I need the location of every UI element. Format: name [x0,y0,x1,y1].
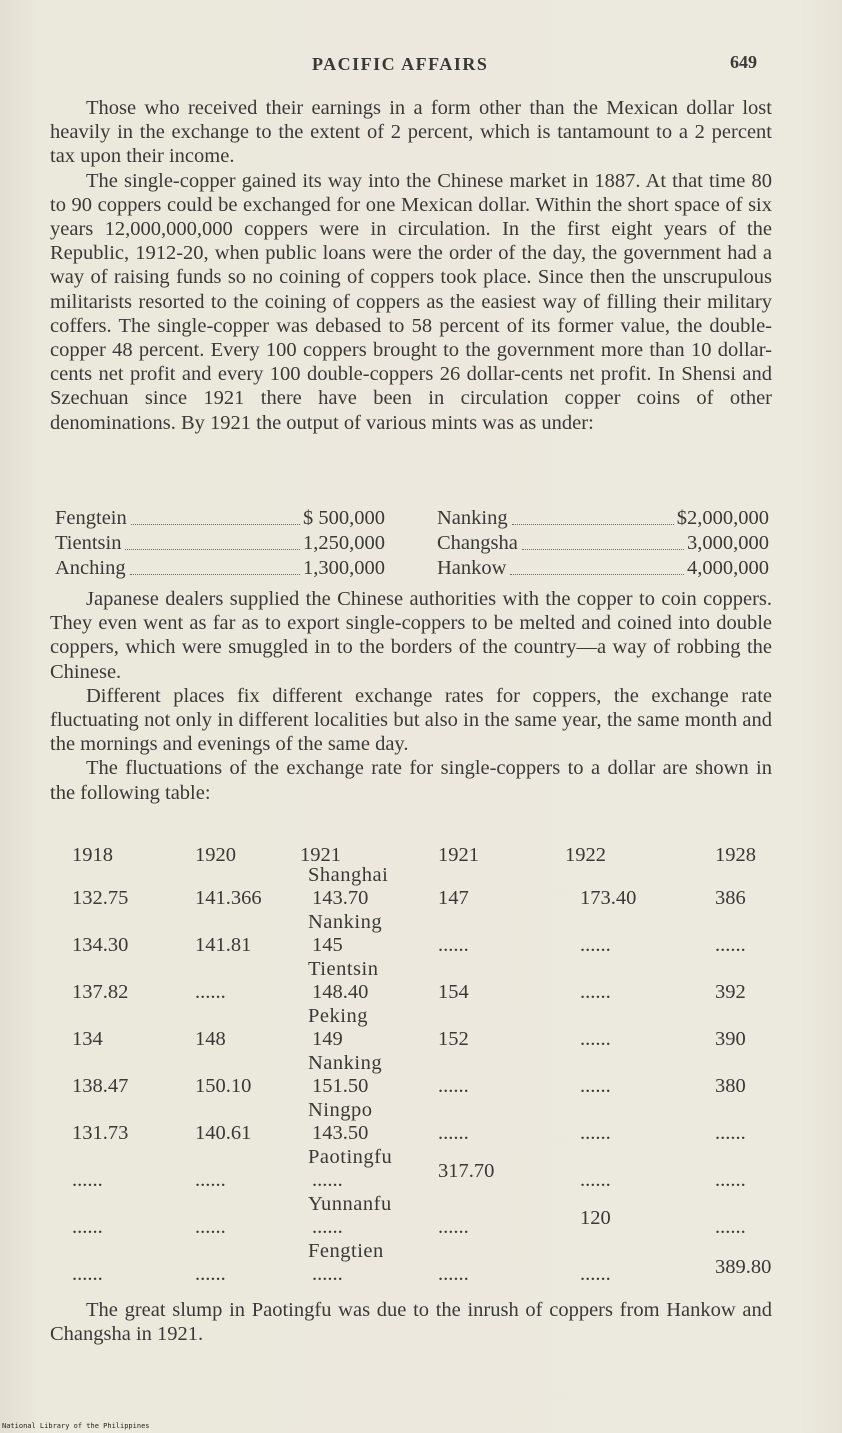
table-cell: ...... [715,1216,746,1238]
table-cell: ...... [195,1169,226,1191]
table-cell: 134 [72,1028,103,1050]
table-cell: 392 [715,981,746,1003]
mint-row [55,531,775,556]
running-head: PACIFIC AFFAIRS [312,54,489,74]
table-cell: 143.50 [312,1122,369,1144]
table-cell: ...... [580,1169,611,1191]
table-cell: 132.75 [72,887,129,909]
table-location-label: Yunnanfu [308,1193,392,1215]
table-cell: ...... [715,1122,746,1144]
table-cell: 154 [438,981,469,1003]
table-cell: ...... [195,981,226,1003]
library-footer: National Library of the Philippines [2,1422,150,1430]
table-cell: ...... [195,1263,226,1285]
table-cell: ...... [438,1263,469,1285]
table-cell: 317.70 [438,1160,495,1182]
table-cell: ...... [580,1028,611,1050]
exchange-rate-table [50,840,790,1290]
table-location-label: Paotingfu [308,1146,393,1168]
table-cell: ...... [312,1263,343,1285]
table-location-label: Nanking [308,911,383,933]
table-header-cell: 1928 [715,844,756,866]
page-header [0,52,842,78]
table-cell: 143.70 [312,887,369,909]
table-cell: ...... [72,1216,103,1238]
mint-value: $ 500,000 [303,507,385,529]
table-cell: 141.366 [195,887,262,909]
table-location-label: Fengtien [308,1240,384,1262]
table-cell: 150.10 [195,1075,252,1097]
table-cell: ...... [195,1216,226,1238]
table-cell: ...... [580,1263,611,1285]
table-cell: 380 [715,1075,746,1097]
table-cell: 389.80 [715,1256,772,1278]
table-location-label: Tientsin [308,958,379,980]
table-cell: ...... [312,1169,343,1191]
table-cell: ...... [438,1216,469,1238]
table-cell: 386 [715,887,746,909]
table-cell: ...... [438,934,469,956]
table-cell: ...... [580,1122,611,1144]
table-cell: ...... [438,1122,469,1144]
mint-value: 1,250,000 [303,532,385,554]
table-cell: 390 [715,1028,746,1050]
table-cell: ...... [72,1263,103,1285]
table-cell: ...... [438,1075,469,1097]
table-cell: 140.61 [195,1122,252,1144]
mint-name: Fengtein [55,507,127,529]
table-cell: ...... [72,1169,103,1191]
table-header-cell: 1921 [300,844,341,866]
closing-text [50,1298,772,1346]
table-cell: 151.50 [312,1075,369,1097]
table-cell: 131.73 [72,1122,129,1144]
paragraph-5: The fluctuations of the exchange rate for single-coppers to a dollar are shown in the following table: [50,757,772,804]
table-location-label: Peking [308,1005,368,1027]
paragraph-4: Different places fix different exchange rates for coppers, the exchange rate fluctuating not only in different localities but also in the same year, the same month and the mornings and evenings of the same day. [50,684,772,756]
table-header-cell: 1921 [438,844,479,866]
table-location-label: Nanking [308,1052,383,1074]
mint-value: 3,000,000 [687,532,769,554]
table-cell: 149 [312,1028,343,1050]
body-text [50,96,772,435]
table-cell: 137.82 [72,981,129,1003]
mint-value: $2,000,000 [676,507,769,529]
table-cell: 120 [580,1207,611,1229]
table-header-cell: 1918 [72,844,113,866]
mint-output-list [55,506,775,581]
mint-value: 4,000,000 [687,557,769,579]
table-cell: ...... [580,934,611,956]
paragraph-1: Those who received their earnings in a form other than the Mexican dollar lost heavily in the exchange to the extent of 2 percent, which is tantamount to a 2 percent tax upon their income. [50,97,772,168]
mint-name: Changsha [437,532,518,554]
table-cell: 134.30 [72,934,129,956]
mint-name: Hankow [437,557,507,579]
table-cell: 148 [195,1028,226,1050]
table-cell: ...... [580,1075,611,1097]
mint-name: Tientsin [55,532,122,554]
table-header-cell: 1922 [565,844,606,866]
paragraph-3: Japanese dealers supplied the Chinese authorities with the copper to coin coppers. They even went as far as to export single-coppers to be melted and coined into double coppers, which were smuggled in to the borders of the country—a way of robbing the Chinese. [50,588,772,683]
paragraph-closing: The great slump in Paotingfu was due to the inrush of coppers from Hankow and Changsha in 1921. [50,1299,772,1346]
table-cell: 148.40 [312,981,369,1003]
table-cell: 141.81 [195,934,252,956]
table-cell: 173.40 [580,887,637,909]
mint-name: Nanking [437,507,508,529]
mint-row [55,556,775,581]
mint-name: Anching [55,557,126,579]
mint-row [55,506,775,531]
table-cell: 145 [312,934,343,956]
table-cell: ...... [312,1216,343,1238]
table-cell: ...... [715,1169,746,1191]
body-text-2 [50,587,772,805]
table-cell: 147 [438,887,469,909]
mint-value: 1,300,000 [303,557,385,579]
table-header-cell: 1920 [195,844,236,866]
table-location-label: Shanghai [308,864,389,886]
table-cell: ...... [580,981,611,1003]
table-location-label: Ningpo [308,1099,373,1121]
table-cell: 152 [438,1028,469,1050]
table-cell: 138.47 [72,1075,129,1097]
table-cell: ...... [715,934,746,956]
page-number: 649 [730,52,757,72]
paragraph-2: The single-copper gained its way into the Chinese market in 1887. At that time 80 to 90 coppers could be exchanged for one Mexican dollar. Within the short space of six years 12,000,000,000 coppers were in circulation. In the first eight years of the Republic, 1912-20, when public loans were the order of the day, the government had a way of raising funds so no coining of coppers took place. Since then the unscrupulous militarists resorted to the coining of coppers as the easiest way of filling their military coffers. The single-copper was debased to 58 percent of its former value, the double-copper 48 percent. Every 100 coppers brought to the government more than 10 dollar-cents net profit and every 100 double-coppers 26 dollar-cents net profit. In Shensi and Szechuan since 1921 there have been in circulation copper coins of other denominations. By 1921 the output of various mints was as under: [50,169,772,434]
